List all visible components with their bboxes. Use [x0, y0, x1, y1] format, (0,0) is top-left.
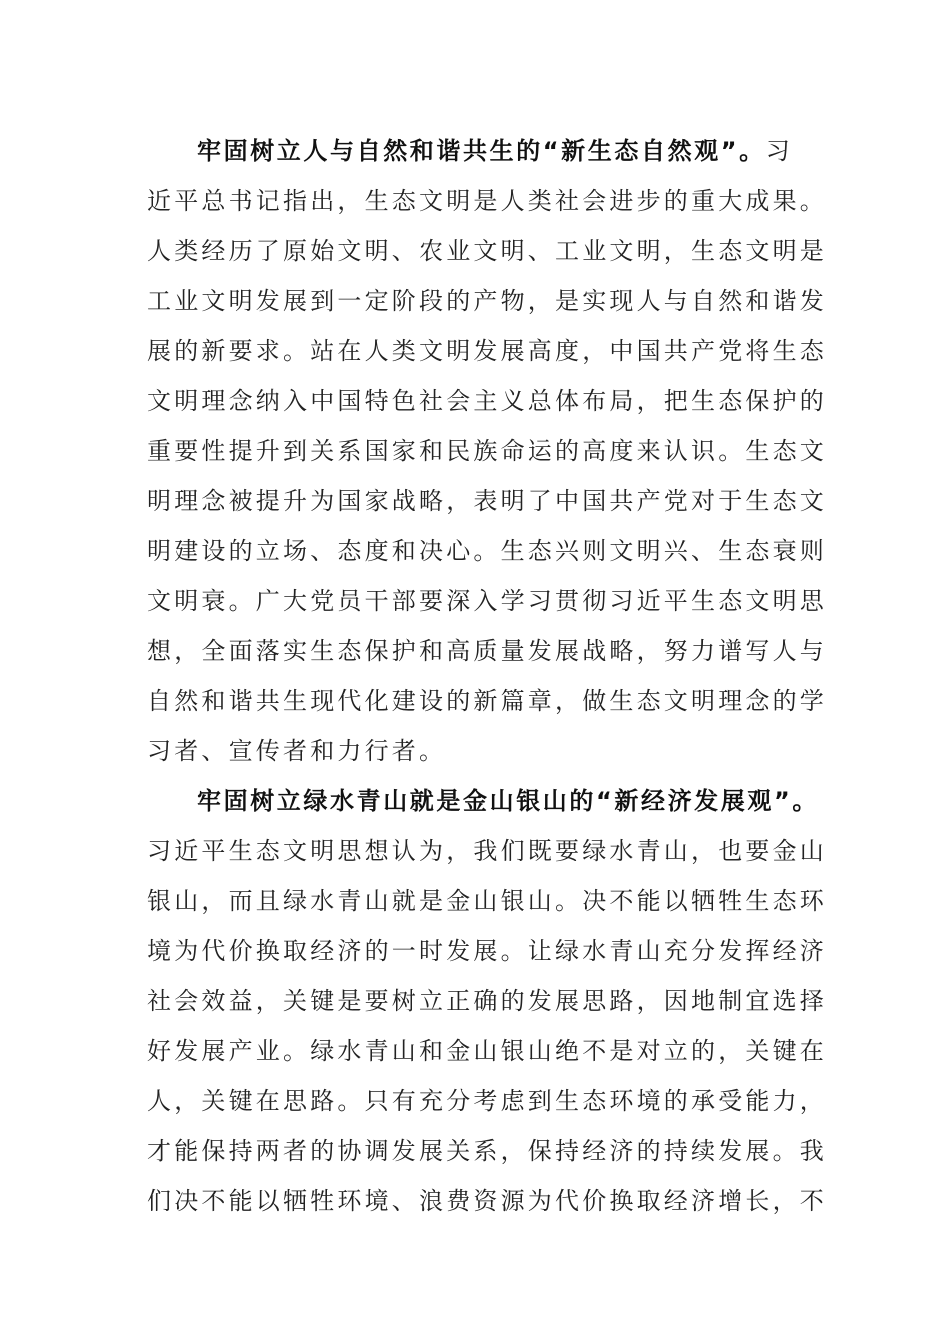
paragraph-1-line-5: 文明理念纳入中国特色社会主义总体布局，把生态保护的: [147, 387, 827, 415]
paragraph-1-line-11: 自然和谐共生现代化建设的新篇章，做生态文明理念的学: [147, 687, 827, 715]
paragraph-2-line-0: 习近平生态文明思想认为，我们既要绿水青山，也要金山: [147, 837, 827, 865]
paragraph-1-line-6: 重要性提升到关系国家和民族命运的高度来认识。生态文: [147, 437, 827, 465]
paragraph-2-heading-line: [147, 776, 819, 826]
document-body: [147, 126, 827, 1226]
paragraph-2-line-4: 好发展产业。绿水青山和金山银山绝不是对立的，关键在: [147, 1037, 827, 1065]
paragraph-2-heading: 牢固树立绿水青山就是金山银山的“新经济发展观”。: [197, 787, 819, 815]
paragraph-2-line-5: 人，关键在思路。只有充分考虑到生态环境的承受能力，: [147, 1087, 827, 1115]
paragraph-2-line-2: 境为代价换取经济的一时发展。让绿水青山充分发挥经济: [147, 937, 827, 965]
paragraph-2-line-6: 才能保持两者的协调发展关系，保持经济的持续发展。我: [147, 1137, 827, 1165]
paragraph-1-line-7: 明理念被提升为国家战略，表明了中国共产党对于生态文: [147, 487, 827, 515]
paragraph-1-first-line: [147, 126, 807, 176]
paragraph-1-heading: 牢固树立人与自然和谐共生的“新生态自然观”。: [197, 137, 766, 165]
paragraph-2-line-3: 社会效益，关键是要树立正确的发展思路，因地制宜选择: [147, 987, 827, 1015]
paragraph-1-line-8: 明建设的立场、态度和决心。生态兴则文明兴、生态衰则: [147, 537, 827, 565]
paragraph-1-line-9: 文明衰。广大党员干部要深入学习贯彻习近平生态文明思: [147, 587, 827, 615]
paragraph-1-line-4: 展的新要求。站在人类文明发展高度，中国共产党将生态: [147, 337, 827, 365]
paragraph-1-line-0: 习: [765, 137, 793, 165]
paragraph-2-line-1: 银山，而且绿水青山就是金山银山。决不能以牺牲生态环: [147, 887, 827, 915]
paragraph-1-line-1: 近平总书记指出，生态文明是人类社会进步的重大成果。: [147, 187, 827, 215]
paragraph-1-line-2: 人类经历了原始文明、农业文明、工业文明，生态文明是: [147, 237, 827, 265]
paragraph-1-line-10: 想，全面落实生态保护和高质量发展战略，努力谱写人与: [147, 637, 827, 665]
paragraph-2-line-7: 们决不能以牺牲环境、浪费资源为代价换取经济增长，不: [147, 1187, 827, 1215]
paragraph-1-line-12: 习者、宣传者和力行者。: [147, 737, 447, 765]
paragraph-1-line-3: 工业文明发展到一定阶段的产物，是实现人与自然和谐发: [147, 287, 827, 315]
